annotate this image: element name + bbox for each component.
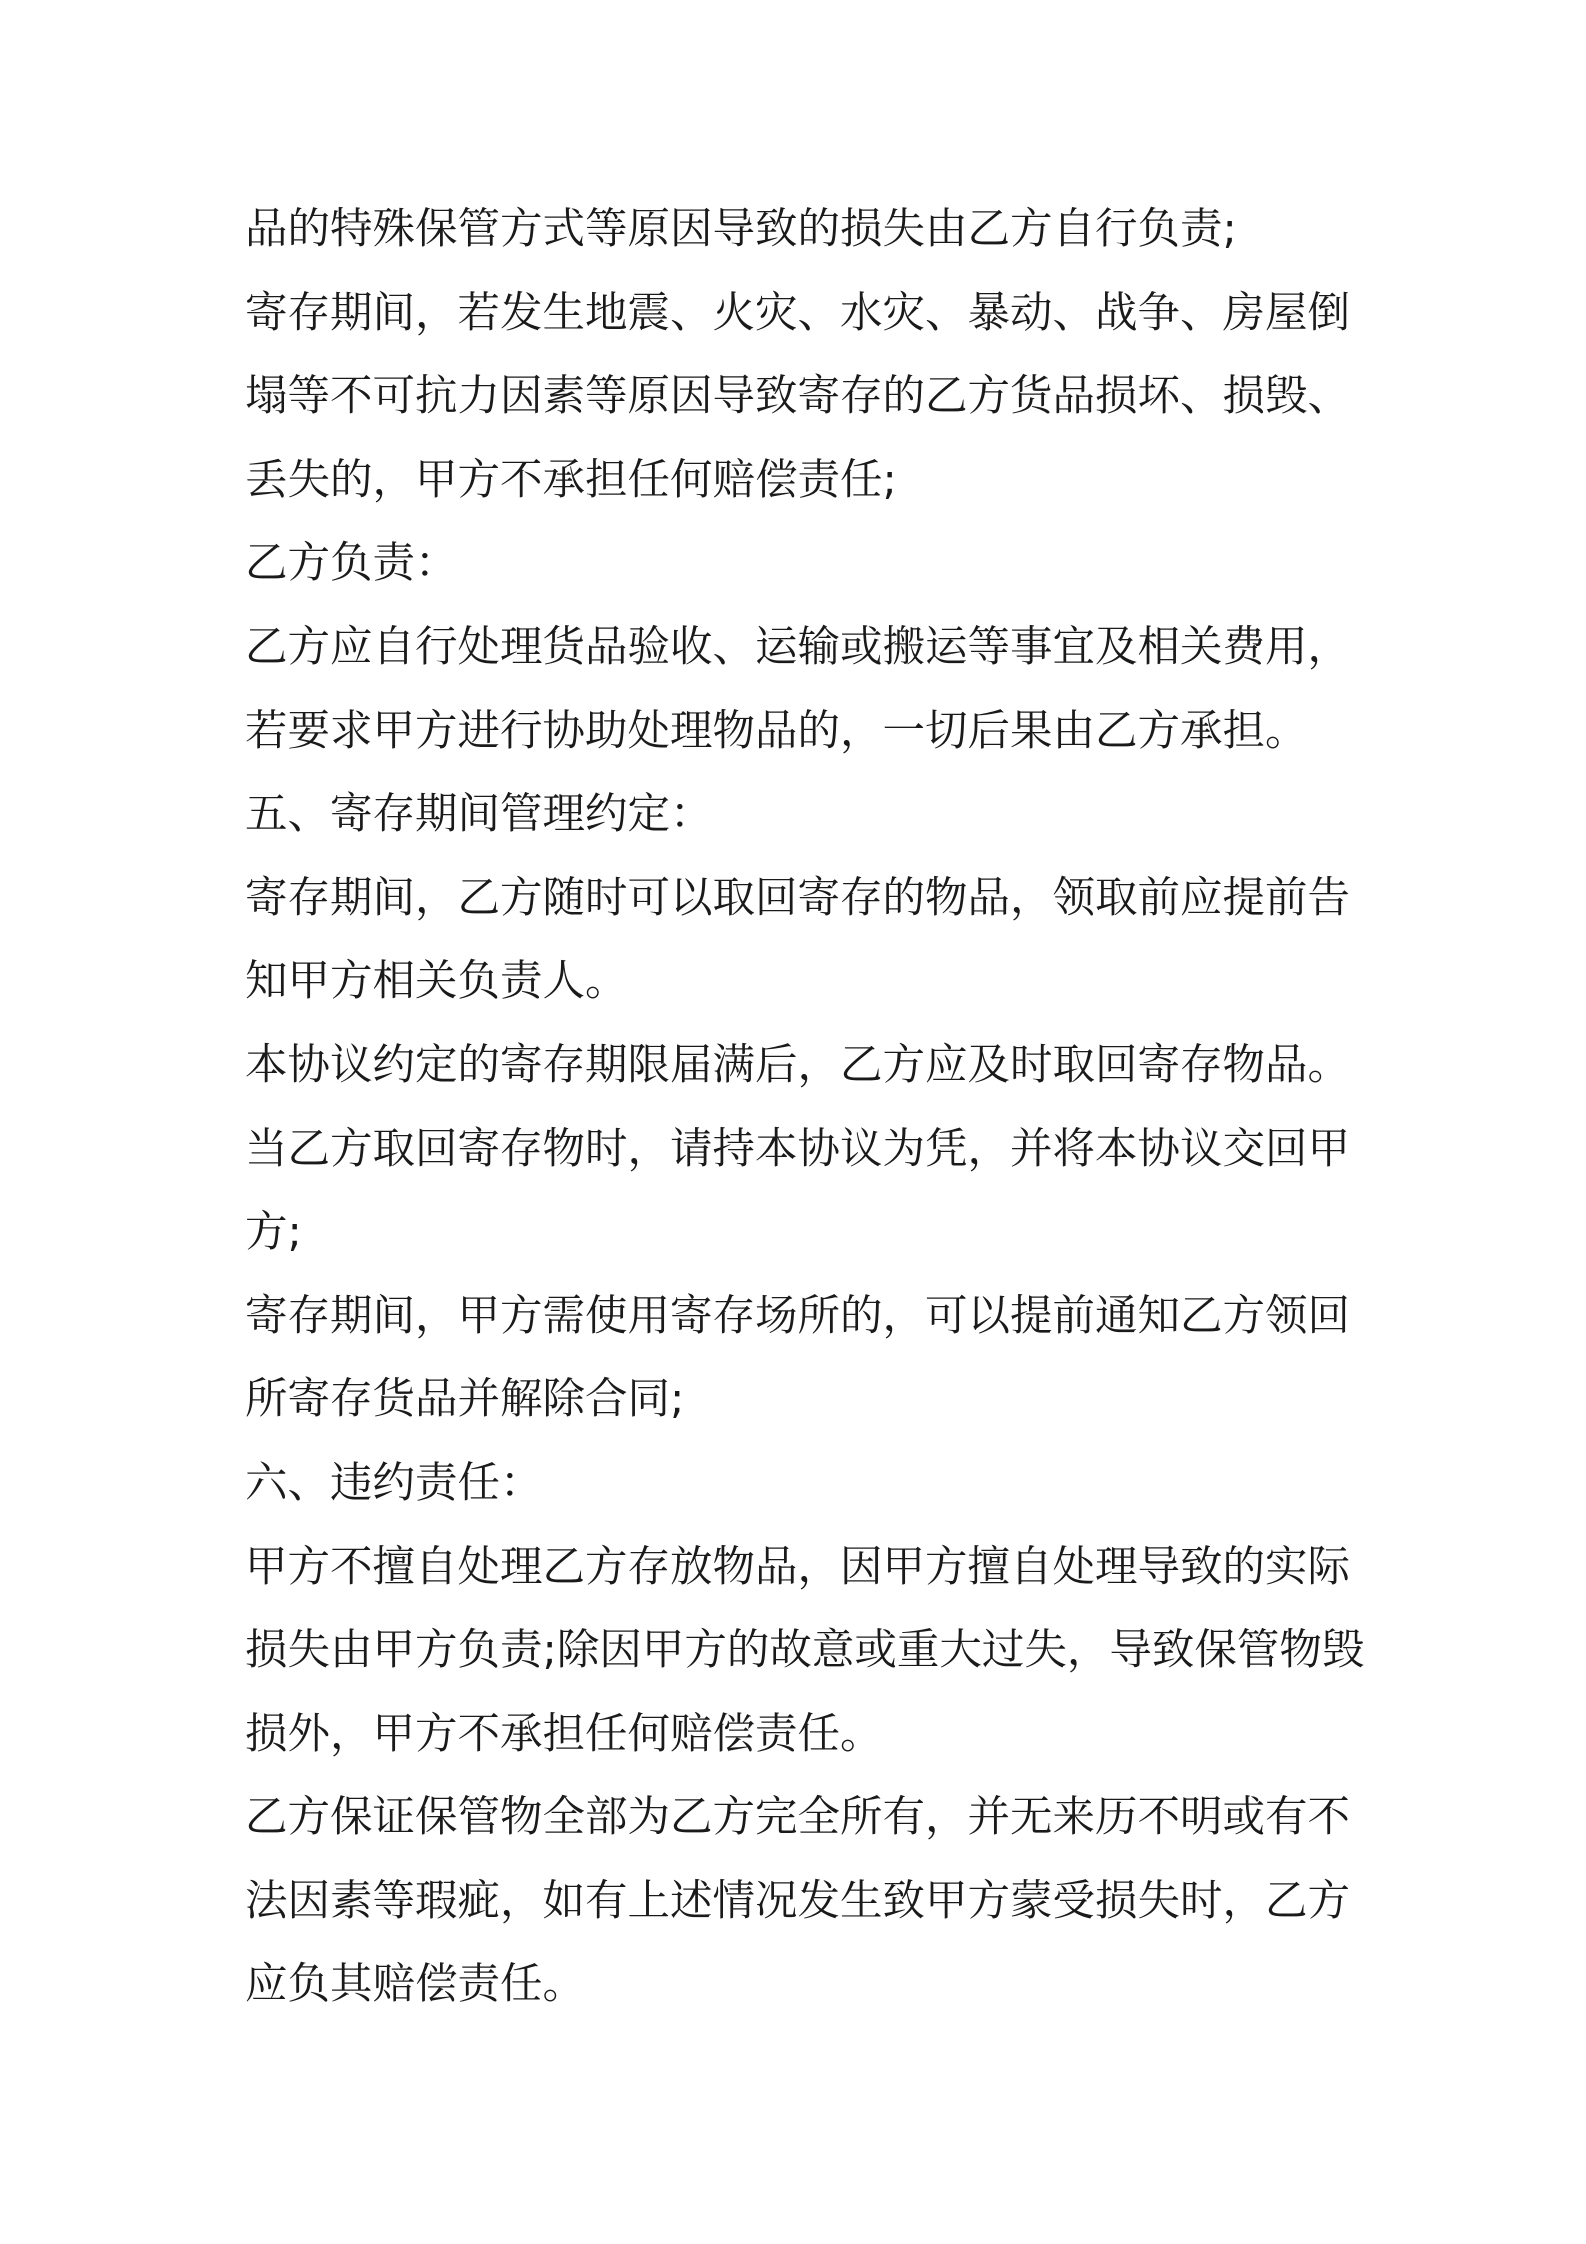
paragraph-return-agreement <box>245 1108 1357 1275</box>
text-line: 甲方不擅自处理乙方存放物品，因甲方擅自处理导致的实际 <box>245 1542 1351 1592</box>
subheading-party-b-responsibility <box>245 522 1357 606</box>
text-line: 乙方应自行处理货品验收、运输或搬运等事宜及相关费用， <box>245 622 1351 672</box>
paragraph-continuation <box>245 188 1357 272</box>
paragraph-party-b-guarantee <box>245 1776 1357 2027</box>
text-line: 方; <box>245 1208 302 1258</box>
paragraph-force-majeure <box>245 272 1357 523</box>
paragraph-party-a-liability <box>245 1526 1365 1777</box>
text-line: 乙方负责： <box>245 539 458 589</box>
paragraph-early-termination <box>245 1275 1357 1442</box>
text-line: 若要求甲方进行协助处理物品的，一切后果由乙方承担。 <box>245 706 1308 756</box>
section-heading-five <box>245 773 1357 857</box>
text-line: 应负其赔偿责任。 <box>245 1960 586 2010</box>
text-line: 丢失的，甲方不承担任何赔偿责任; <box>245 455 897 505</box>
section-heading: 六、违约责任： <box>245 1458 543 1508</box>
text-line: 所寄存货品并解除合同; <box>245 1375 685 1425</box>
text-line: 法因素等瑕疵，如有上述情况发生致甲方蒙受损失时，乙方 <box>245 1876 1351 1926</box>
text-line: 品的特殊保管方式等原因导致的损失由乙方自行负责; <box>245 205 1237 254</box>
text-line: 乙方保证保管物全部为乙方完全所有，并无来历不明或有不 <box>245 1793 1351 1843</box>
text-line: 塌等不可抗力因素等原因导致寄存的乙方货品损坏、损毁、 <box>245 372 1351 422</box>
text-line: 寄存期间，乙方随时可以取回寄存的物品，领取前应提前告 <box>245 873 1351 923</box>
text-line: 寄存期间，甲方需使用寄存场所的，可以提前通知乙方领回 <box>245 1291 1351 1341</box>
document-body <box>245 188 1365 2027</box>
text-line: 寄存期间，若发生地震、火灾、水灾、暴动、战争、房屋倒 <box>245 288 1351 338</box>
paragraph-retrieval-notice <box>245 857 1357 1024</box>
section-heading-six <box>245 1442 1357 1526</box>
text-line: 损失由甲方负责;除因甲方的故意或重大过失，导致保管物毁 <box>245 1626 1365 1676</box>
text-line: 本协议约定的寄存期限届满后，乙方应及时取回寄存物品。 <box>245 1040 1351 1090</box>
paragraph-term-expiry <box>245 1024 1357 1108</box>
text-line: 损外，甲方不承担任何赔偿责任。 <box>245 1709 883 1759</box>
text-line: 当乙方取回寄存物时，请持本协议为凭，并将本协议交回甲 <box>245 1124 1351 1174</box>
paragraph-party-b-duties <box>245 606 1357 773</box>
section-heading: 五、寄存期间管理约定： <box>245 790 713 840</box>
text-line: 知甲方相关负责人。 <box>245 957 628 1007</box>
